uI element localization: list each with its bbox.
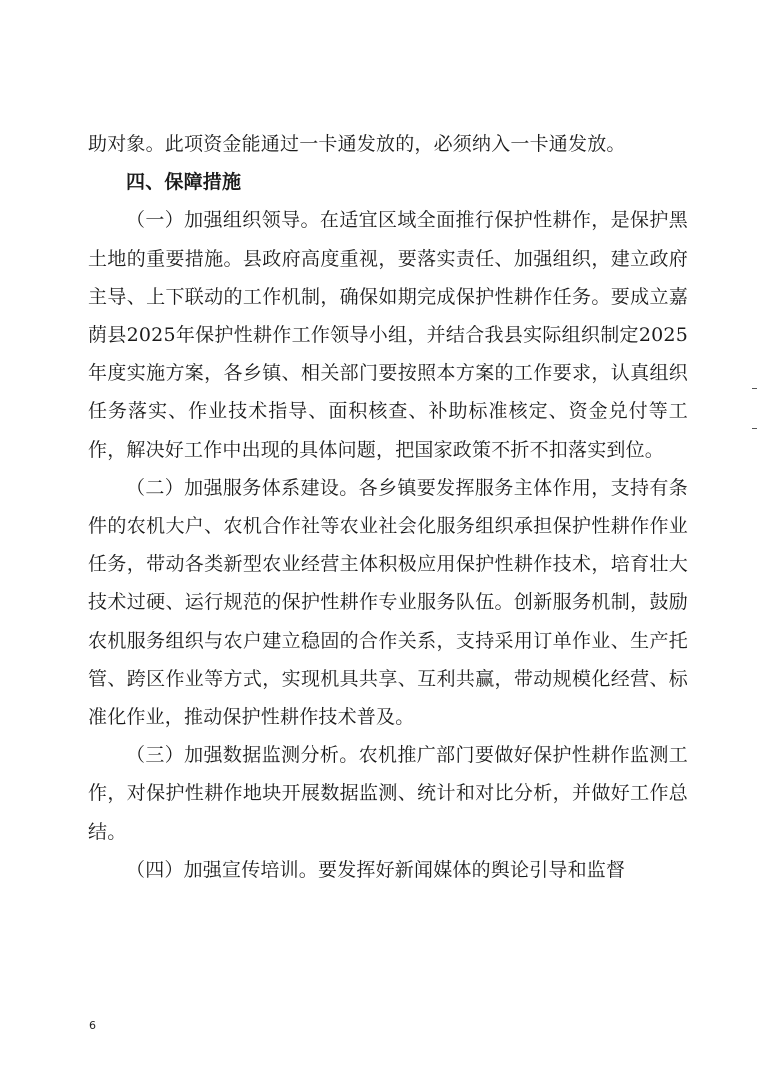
paragraph-publicity-training: （四）加强宣传培训。要发挥好新闻媒体的舆论引导和监督: [126, 858, 626, 881]
paragraph-organization-leadership: （一）加强组织领导。在适宜区域全面推行保护性耕作，是保护黑土地的重要措施。县政府高度重视，要落实责任、加强组织，建立政府主导、上下联动的工作机制，确保如期完成保护性耕作任务。要成立嘉荫县2025年保护性耕作工作领导小组，并结合我县实际组织制定2025年度实施方案，各乡镇、相关部门要按照本方案的工作要求，认真组织任务落实、作业技术指导、面积核查、补助标准核定、资金兑付等工作，解决好工作中出现的具体问题，把国家政策不折不扣落实到位。: [88, 209, 688, 461]
scan-mark: [752, 388, 757, 389]
section-heading-safeguards: 四、保障措施: [126, 171, 242, 194]
document-body: [88, 125, 688, 889]
page-number: 6: [89, 1019, 96, 1032]
paragraph-continuation: 助对象。此项资金能通过一卡通发放的，必须纳入一卡通发放。: [88, 133, 626, 155]
scan-mark: [752, 428, 757, 429]
paragraph-service-system: （二）加强服务体系建设。各乡镇要发挥服务主体作用，支持有条件的农机大户、农机合作社等农业社会化服务组织承担保护性耕作作业任务，带动各类新型农业经营主体积极应用保护性耕作技术，培育壮大技术过硬、运行规范的保护性耕作专业服务队伍。创新服务机制，鼓励农机服务组织与农户建立稳固的合作关系，支持采用订单作业、生产托管、跨区作业等方式，实现机具共享、互利共赢，带动规模化经营、标准化作业，推动保护性耕作技术普及。: [88, 476, 688, 729]
paragraph-data-monitoring: （三）加强数据监测分析。农机推广部门要做好保护性耕作监测工作，对保护性耕作地块开展数据监测、统计和对比分析，并做好工作总结。: [88, 744, 688, 843]
